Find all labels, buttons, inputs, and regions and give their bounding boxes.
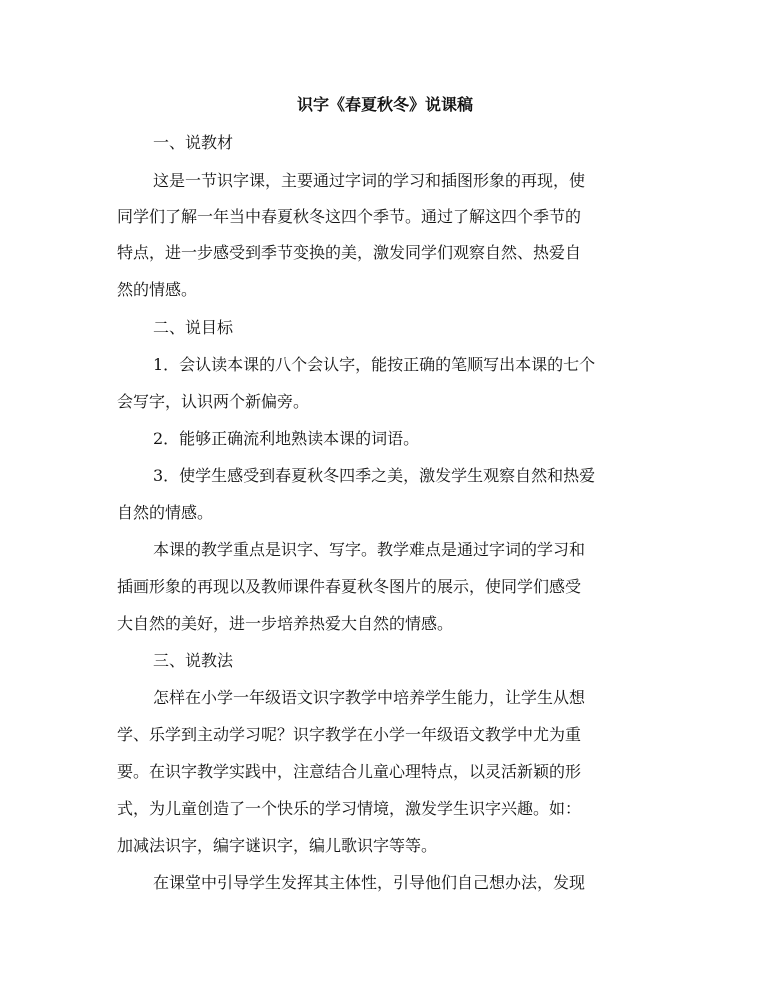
section-heading-teaching-methods: 三、说教法 — [153, 651, 234, 670]
paragraph-line: 3．使学生感受到春夏秋冬四季之美，激发学生观察自然和热爱 — [153, 466, 596, 485]
paragraph-line: 在课堂中引导学生发挥其主体性，引导他们自己想办法，发现 — [153, 873, 586, 892]
paragraph-line: 这是一节识字课，主要通过字词的学习和插图形象的再现，使 — [153, 171, 586, 190]
paragraph-line: 大自然的美好，进一步培养热爱大自然的情感。 — [117, 614, 454, 633]
paragraph-line: 特点，进一步感受到季节变换的美，激发同学们观察自然、热爱自 — [117, 243, 582, 262]
paragraph-line: 2．能够正确流利地熟读本课的词语。 — [153, 429, 420, 448]
paragraph-line: 自然的情感。 — [117, 503, 214, 522]
paragraph-line: 会写字，认识两个新偏旁。 — [117, 392, 310, 411]
section-heading-teaching-material: 一、说教材 — [153, 133, 234, 152]
section-heading-objectives: 二、说目标 — [153, 318, 234, 337]
paragraph-line: 然的情感。 — [117, 280, 198, 299]
paragraph-line: 学、乐学到主动学习呢？识字教学在小学一年级语文教学中尤为重 — [117, 725, 582, 744]
document-title: 识字《春夏秋冬》说课稿 — [296, 95, 473, 114]
paragraph-line: 要。在识字教学实践中，注意结合儿童心理特点，以灵活新颖的形 — [117, 762, 582, 781]
paragraph-line: 式，为儿童创造了一个快乐的学习情境，激发学生识字兴趣。如： — [117, 799, 582, 818]
paragraph-line: 插画形象的再现以及教师课件春夏秋冬图片的展示，使同学们感受 — [117, 577, 582, 596]
paragraph-line: 本课的教学重点是识字、写字。教学难点是通过字词的学习和 — [153, 540, 586, 559]
paragraph-line: 加减法识字，编字谜识字，编儿歌识字等等。 — [117, 836, 438, 855]
paragraph-line: 1．会认读本课的八个会认字，能按正确的笔顺写出本课的七个 — [153, 355, 596, 374]
paragraph-line: 同学们了解一年当中春夏秋冬这四个季节。通过了解这四个季节的 — [117, 207, 582, 226]
paragraph-line: 怎样在小学一年级语文识字教学中培养学生能力，让学生从想 — [153, 688, 586, 707]
